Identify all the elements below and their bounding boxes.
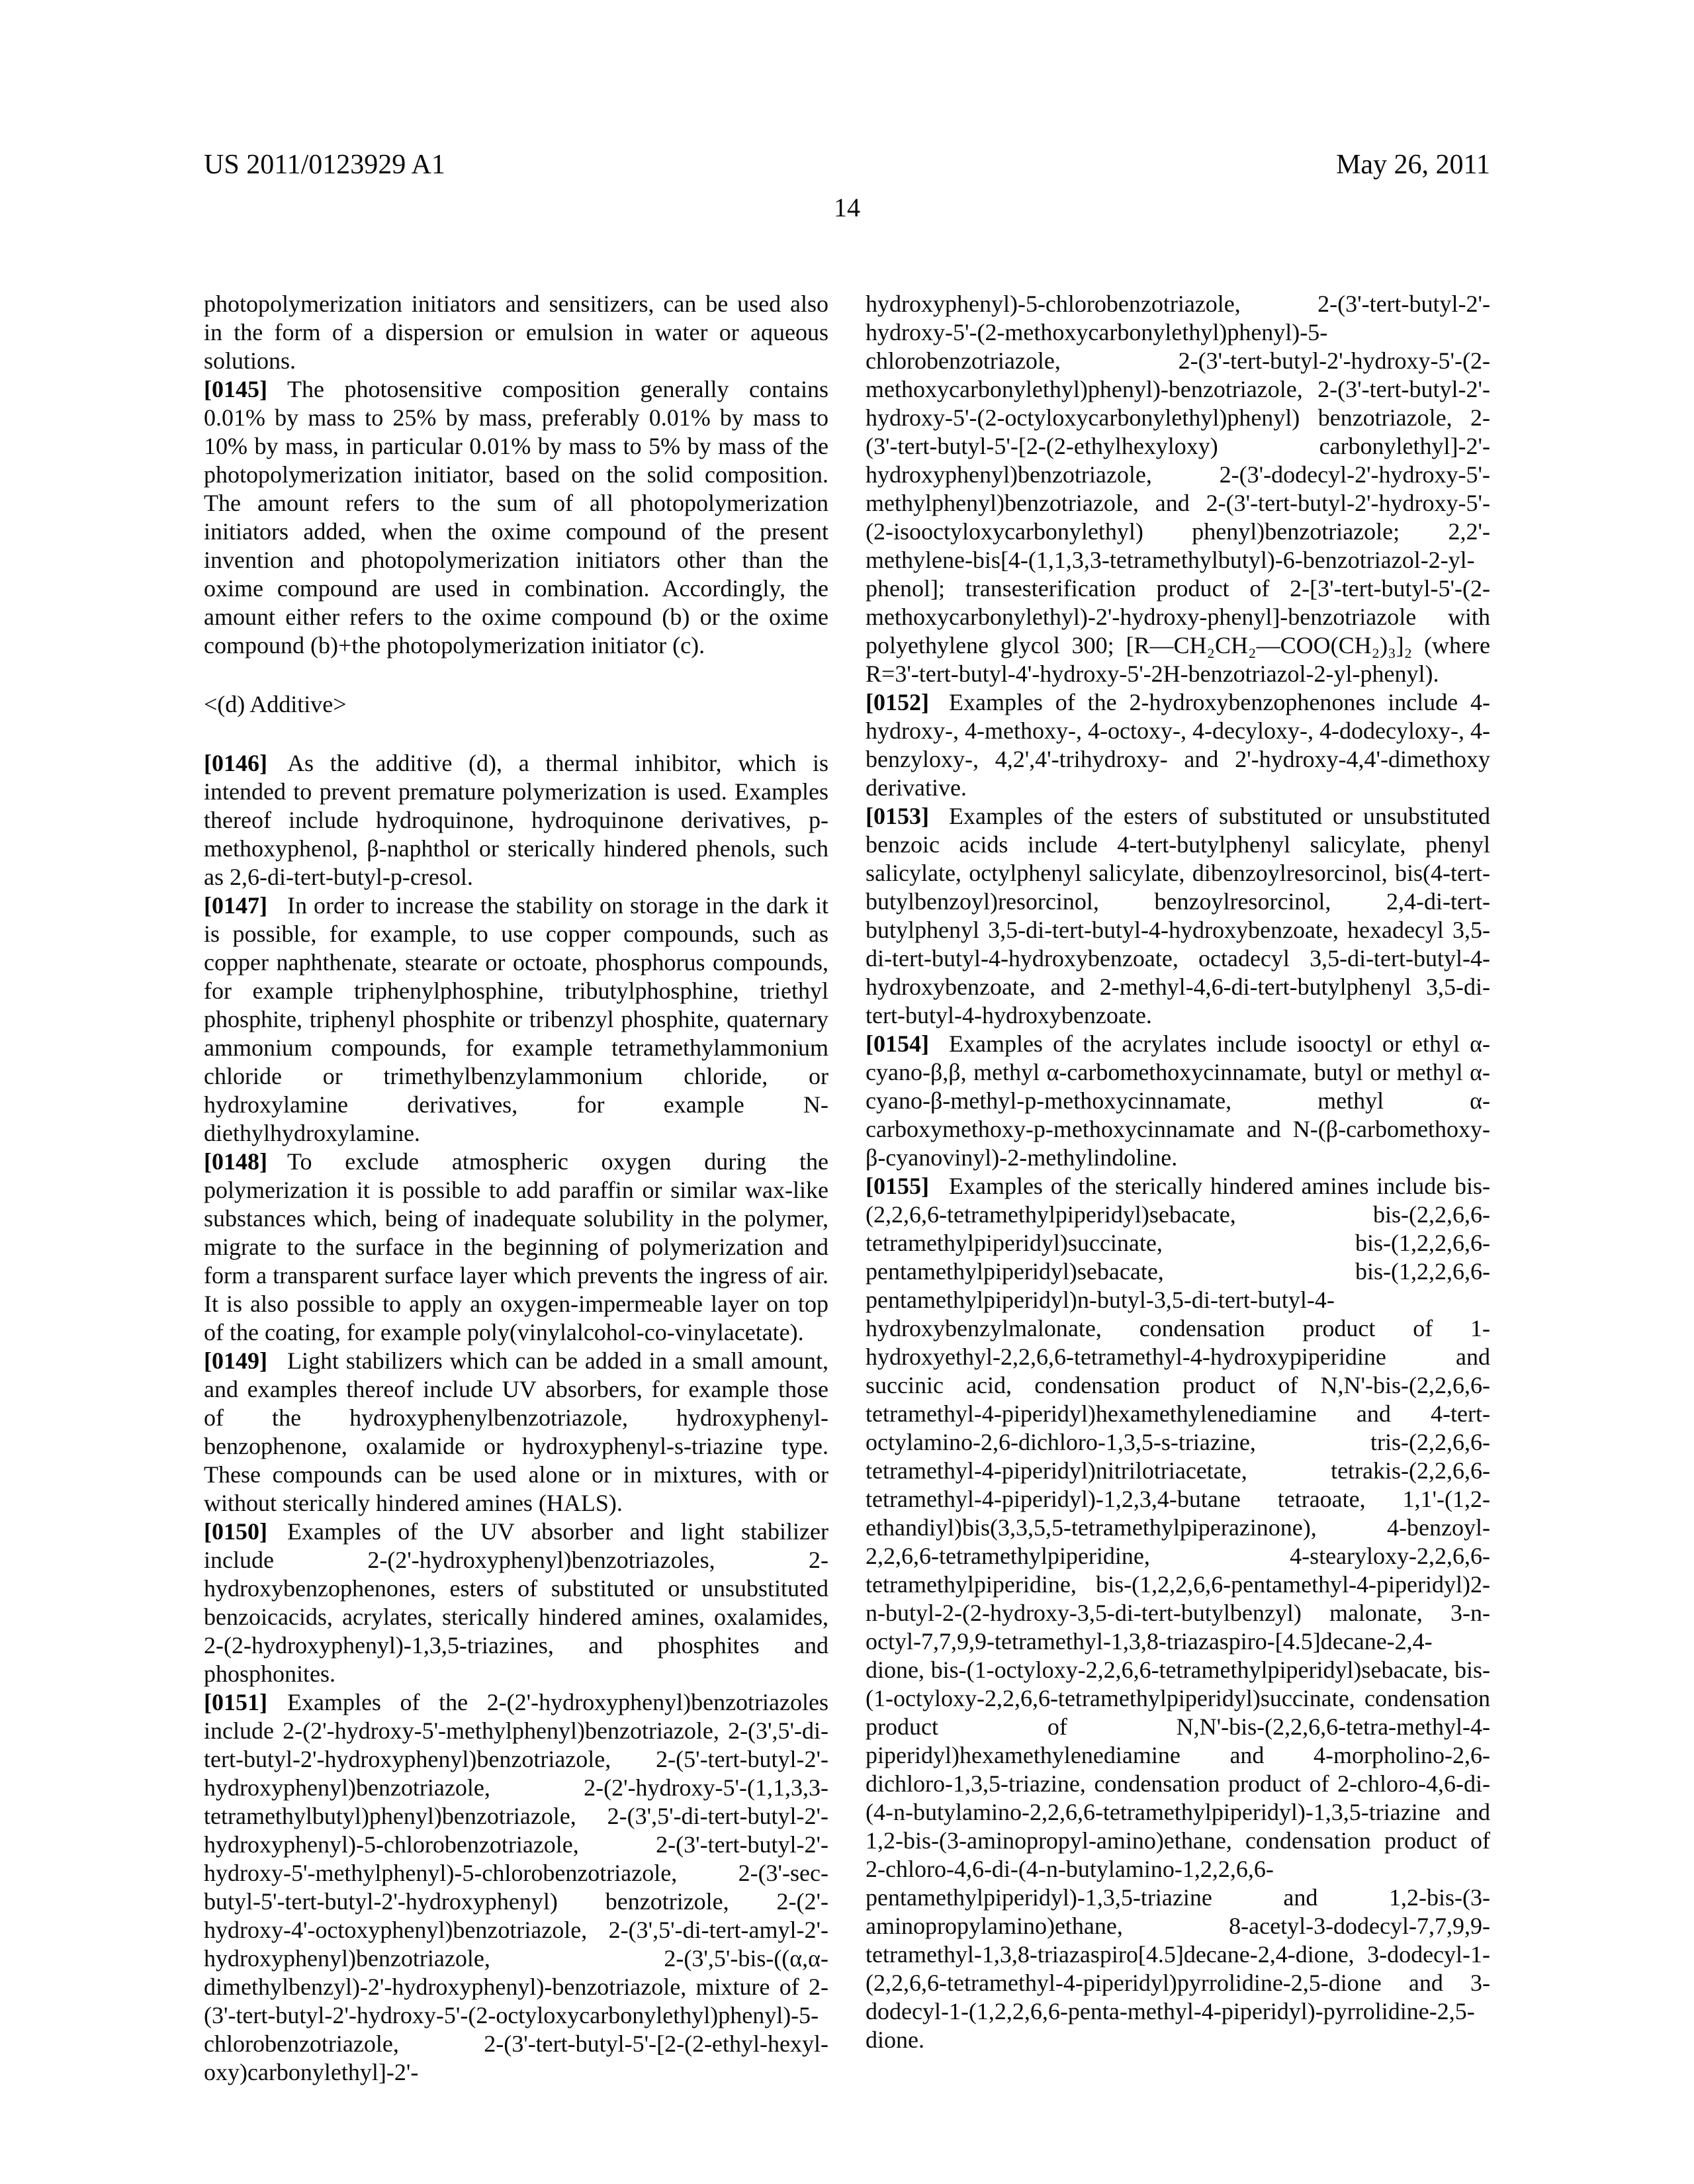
paragraph-0146	[204, 749, 828, 891]
paragraph-0149	[204, 1347, 828, 1518]
paragraph-0151-part1	[204, 1688, 828, 2087]
paragraph-tag: [0155]	[866, 1173, 929, 1199]
paragraph-text: As the additive (d), a thermal inhibitor, which is intended to prevent premature polymerization is used. Examples thereof include hydroquinone, hydroquinone derivatives, p-methoxyphenol, β-naphthol or sterically hindered phenols, such as 2,6-di-tert-butyl-p-cresol.	[204, 750, 828, 890]
paragraph-0153	[866, 802, 1490, 1030]
patent-publication-number: US 2011/0123929 A1	[204, 150, 445, 180]
paragraph-text: hydroxyphenyl)-5-chlorobenzotriazole, 2-(3'-tert-butyl-2'-hydroxy-5'-(2-methoxycarbonylethyl)phenyl)-5-chlorobenzotriazole, 2-(3'-tert-butyl-2'-hydroxy-5'-(2-methoxycarbonylethyl)phenyl)-benzotriazole, 2-(3'-tert-butyl-2'-hydroxy-5'-(2-octyloxycarbonylethyl)phenyl) benzotriazole, 2-(3'-tert-butyl-5'-[2-(2-ethylhexyloxy) carbonylethyl]-2'-hydroxyphenyl)benzotriazole, 2-(3'-dodecyl-2'-hydroxy-5'-methylphenyl)benzotriazole, and 2-(3'-tert-butyl-2'-hydroxy-5'-(2-isooctyloxycarbonylethyl) phenyl)benzotriazole; 2,2'-methylene-bis[4-(1,1,3,3-tetramethylbutyl)-6-benzotriazol-2-yl-phenol]; transesterification product of 2-[3'-tert-butyl-5'-(2-methoxycarbonylethyl)-2'-hydroxy-phenyl]-benzotriazole with polyethylene glycol 300; [R—CH₂CH₂—COO(CH₂)₃]₂ (where R=3'-tert-butyl-4'-hydroxy-5'-2H-benzotriazol-2-yl-phenyl).	[866, 291, 1490, 687]
paragraph-0150	[204, 1518, 828, 1688]
paragraph-0148	[204, 1148, 828, 1347]
paragraph-tag: [0147]	[204, 892, 267, 919]
paragraph-text: Examples of the acrylates include isooctyl or ethyl α-cyano-β,β, methyl α-carbomethoxycinnamate, butyl or methyl α-cyano-β-methyl-p-methoxycinnamate, methyl α-carboxymethoxy-p-methoxycinnamate and N-(β-carbomethoxy-β-cyanovinyl)-2-methylindoline.	[866, 1030, 1490, 1171]
paragraph-text: The photosensitive composition generally contains 0.01% by mass to 25% by mass, preferably 0.01% by mass to 10% by mass, in particular 0.01% by mass to 5% by mass of the photopolymerization initiator, based on the solid composition. The amount refers to the sum of all photopolymerization initiators added, when the oxime compound of the present invention and photopolymerization initiators other than the oxime compound are used in combination. Accordingly, the amount either refers to the oxime compound (b) or the oxime compound (b)+the photopolymerization initiator (c).	[204, 376, 828, 659]
paragraph-text: Examples of the sterically hindered amines include bis-(2,2,6,6-tetramethylpiperidyl)sebacate, bis-(2,2,6,6-tetramethylpiperidyl)succinate, bis-(1,2,2,6,6-pentamethylpiperidyl)sebacate, bis-(1,2,2,6,6-pentamethylpiperidyl)n-butyl-3,5-di-tert-butyl-4-hydroxybenzylmalonate, condensation product of 1-hydroxyethyl-2,2,6,6-tetramethyl-4-hydroxypiperidine and succinic acid, condensation product of N,N'-bis-(2,2,6,6-tetramethyl-4-piperidyl)hexamethylenediamine and 4-tert-octylamino-2,6-dichloro-1,3,5-s-triazine, tris-(2,2,6,6-tetramethyl-4-piperidyl)nitrilotriacetate, tetrakis-(2,2,6,6-tetramethyl-4-piperidyl)-1,2,3,4-butane tetraoate, 1,1'-(1,2-ethandiyl)bis(3,3,5,5-tetramethylpiperazinone), 4-benzoyl-2,2,6,6-tetramethylpiperidine, 4-stearyloxy-2,2,6,6-tetramethylpiperidine, bis-(1,2,2,6,6-pentamethyl-4-piperidyl)2-n-butyl-2-(2-hydroxy-3,5-di-tert-butylbenzyl) malonate, 3-n-octyl-7,7,9,9-tetramethyl-1,3,8-triazaspiro-[4.5]decane-2,4-dione, bis-(1-octyloxy-2,2,6,6-tetramethylpiperidyl)sebacate, bis-(1-octyloxy-2,2,6,6-tetramethylpiperidyl)succinate, condensation product of N,N'-bis-(2,2,6,6-tetra-methyl-4-piperidyl)hexamethylenediamine and 4-morpholino-2,6-dichloro-1,3,5-triazine, condensation product of 2-chloro-4,6-di-(4-n-butylamino-2,2,6,6-tetramethylpiperidyl)-1,3,5-triazine and 1,2-bis-(3-aminopropyl-amino)ethane, condensation product of 2-chloro-4,6-di-(4-n-butylamino-1,2,2,6,6-pentamethylpiperidyl)-1,3,5-triazine and 1,2-bis-(3-aminopropylamino)ethane, 8-acetyl-3-dodecyl-7,7,9,9-tetramethyl-1,3,8-triazaspiro[4.5]decane-2,4-dione, 3-dodecyl-1-(2,2,6,6-tetramethyl-4-piperidyl)pyrrolidine-2,5-dione and 3-dodecyl-1-(1,2,2,6,6-penta-methyl-4-piperidyl)-pyrrolidine-2,5-dione.	[866, 1173, 1490, 2053]
left-column	[204, 290, 828, 2087]
paragraph-0152	[866, 688, 1490, 802]
paragraph-tag: [0153]	[866, 803, 929, 829]
paragraph-0154	[866, 1030, 1490, 1172]
paragraph-text: Examples of the esters of substituted or unsubstituted benzoic acids include 4-tert-butylphenyl salicylate, phenyl salicylate, octylphenyl salicylate, dibenzoylresorcinol, bis(4-tert-butylbenzoyl)resorcinol, benzoylresorcinol, 2,4-di-tert-butylphenyl 3,5-di-tert-butyl-4-hydroxybenzoate, hexadecyl 3,5-di-tert-butyl-4-hydroxybenzoate, octadecyl 3,5-di-tert-butyl-4-hydroxybenzoate, and 2-methyl-4,6-di-tert-butylphenyl 3,5-di-tert-butyl-4-hydroxybenzoate.	[866, 803, 1490, 1028]
paragraph-tag: [0148]	[204, 1148, 267, 1175]
right-column	[866, 290, 1490, 2087]
paragraph-0147	[204, 891, 828, 1148]
publication-date: May 26, 2011	[1336, 150, 1490, 180]
paragraph-text: In order to increase the stability on storage in the dark it is possible, for example, to use copper compounds, such as copper naphthenate, stearate or octoate, phosphorus compounds, for example triphenylphosphine, tributylphosphine, triethyl phosphite, triphenyl phosphite or tribenzyl phosphite, quaternary ammonium compounds, for example tetramethylammonium chloride or trimethylbenzylammonium chloride, or hydroxylamine derivatives, for example N-diethylhydroxylamine.	[204, 892, 828, 1146]
paragraph-tag: [0154]	[866, 1030, 929, 1057]
page-number: 14	[834, 193, 860, 222]
paragraph-tag: [0146]	[204, 750, 267, 776]
paragraph-text: To exclude atmospheric oxygen during the polymerization it is possible to add paraffin or similar wax-like substances which, being of inadequate solubility in the polymer, migrate to the surface in the beginning of polymerization and form a transparent surface layer which prevents the ingress of air. It is also possible to apply an oxygen-impermeable layer on top of the coating, for example poly(vinylalcohol-co-vinylacetate).	[204, 1148, 828, 1345]
paragraph-0145	[204, 375, 828, 660]
paragraph-tag: [0152]	[866, 689, 929, 715]
paragraph-0151-part2	[866, 290, 1490, 688]
paragraph-text: Examples of the 2-hydroxybenzophenones include 4-hydroxy-, 4-methoxy-, 4-octoxy-, 4-decyloxy-, 4-dodecyloxy-, 4-benzyloxy-, 4,2',4'-trihydroxy- and 2'-hydroxy-4,4'-dimethoxy derivative.	[866, 689, 1490, 801]
paragraph-text: Examples of the UV absorber and light stabilizer include 2-(2'-hydroxyphenyl)benzotriazoles, 2-hydroxybenzophenones, esters of substituted or unsubstituted benzoicacids, acrylates, sterically hindered amines, oxalamides, 2-(2-hydroxyphenyl)-1,3,5-triazines, and phosphites and phosphonites.	[204, 1518, 828, 1687]
paragraph-text: photopolymerization initiators and sensitizers, can be used also in the form of a dispersion or emulsion in water or aqueous solutions.	[204, 291, 828, 374]
paragraph-text: Light stabilizers which can be added in a small amount, and examples thereof include UV absorbers, for example those of the hydroxyphenylbenzotriazole, hydroxyphenyl-benzophenone, oxalamide or hydroxyphenyl-s-triazine type. These compounds can be used alone or in mixtures, with or without sterically hindered amines (HALS).	[204, 1347, 828, 1516]
paragraph-tag: [0149]	[204, 1347, 267, 1374]
paragraph-tag: [0150]	[204, 1518, 267, 1545]
page-header	[204, 150, 1490, 180]
paragraph-0155	[866, 1172, 1490, 2054]
paragraph-tag: [0145]	[204, 376, 267, 402]
text-body	[204, 290, 1490, 2087]
paragraph-tag: [0151]	[204, 1689, 267, 1715]
paragraph-continuation	[204, 290, 828, 375]
paragraph-text: Examples of the 2-(2'-hydroxyphenyl)benzotriazoles include 2-(2'-hydroxy-5'-methylphenyl)benzotriazole, 2-(3',5'-di-tert-butyl-2'-hydroxyphenyl)benzotriazole, 2-(5'-tert-butyl-2'-hydroxyphenyl)benzotriazole, 2-(2'-hydroxy-5'-(1,1,3,3-tetramethylbutyl)phenyl)benzotriazole, 2-(3',5'-di-tert-butyl-2'-hydroxyphenyl)-5-chlorobenzotriazole, 2-(3'-tert-butyl-2'-hydroxy-5'-methylphenyl)-5-chlorobenzotriazole, 2-(3'-sec-butyl-5'-tert-butyl-2'-hydroxyphenyl) benzotrizole, 2-(2'-hydroxy-4'-octoxyphenyl)benzotriazole, 2-(3',5'-di-tert-amyl-2'-hydroxyphenyl)benzotriazole, 2-(3',5'-bis-((α,α-dimethylbenzyl)-2'-hydroxyphenyl)-benzotriazole, mixture of 2-(3'-tert-butyl-2'-hydroxy-5'-(2-octyloxycarbonylethyl)phenyl)-5-chlorobenzotriazole, 2-(3'-tert-butyl-5'-[2-(2-ethyl-hexyl-oxy)carbonylethyl]-2'-	[204, 1689, 828, 2085]
section-heading-additive: <(d) Additive>	[204, 691, 347, 717]
